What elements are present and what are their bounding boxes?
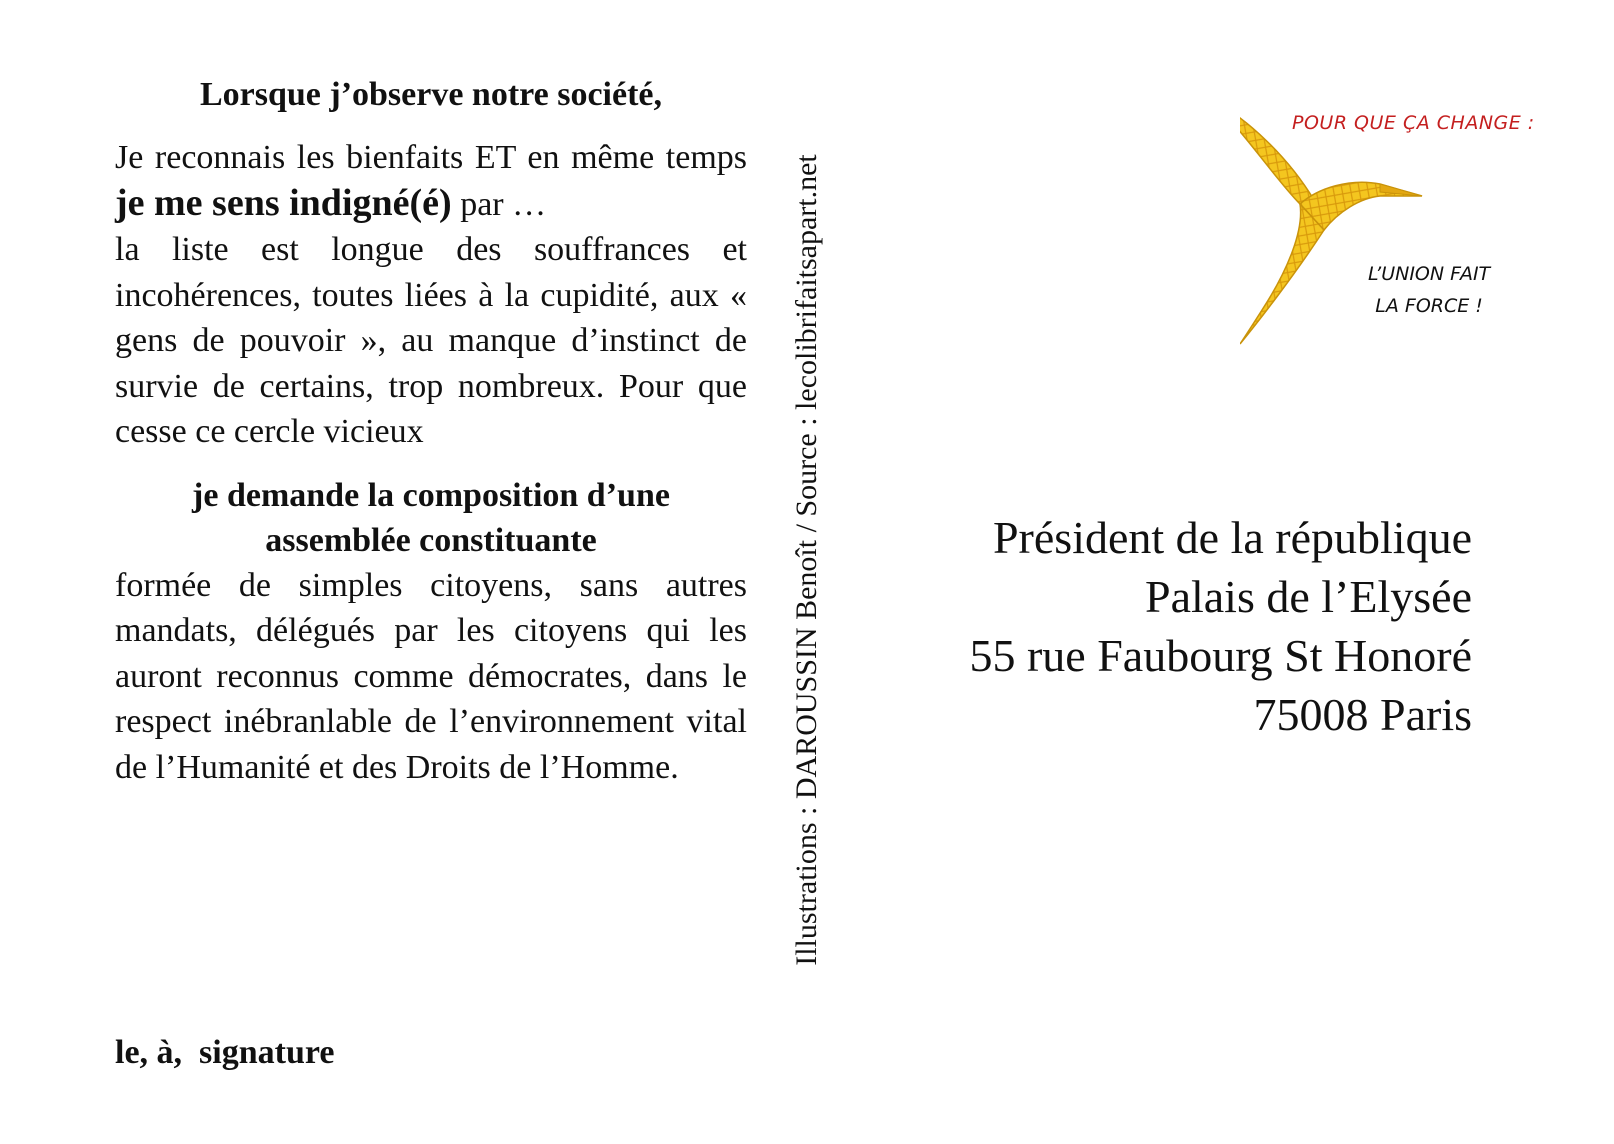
body-paragraph: formée de simples citoyens, sans autres mandats, délégués par les citoyens qui les auront reconnus comme démocrates, dans le respect inébranlable de l’environnement vital de l’Humanité et des Droits de l’Homme. xyxy=(115,566,747,786)
intro-emphasis: je me sens indigné(é) xyxy=(115,181,452,224)
credits-vertical-text: Illustrations : DAROUSSIN Benoît / Source : lecolibrifaitsapart.net xyxy=(790,154,823,966)
intro-rest-text: la liste est longue des souffrances et incohérences, toutes liées à la cupidité, aux « gens de pouvoir », au manque d’instinct de survie de certains, trop nombreux. Pour que cesse ce cercle vicieux xyxy=(115,231,747,450)
address-line-1: Président de la république xyxy=(992,512,1472,563)
logo-slogan-top: POUR QUE ÇA CHANGE : xyxy=(1292,112,1535,134)
signature-line: le, à, signature xyxy=(115,1034,335,1071)
letter-heading: Lorsque j’observe notre société, xyxy=(199,76,663,113)
intro-text-part2: par … xyxy=(451,185,547,223)
demand-heading xyxy=(115,473,747,563)
address-line-3: 55 rue Faubourg St Honoré xyxy=(969,630,1472,681)
logo-slogan-line-1: L’UNION FAIT xyxy=(1368,263,1491,285)
recipient-address xyxy=(969,508,1472,744)
address-line-2: Palais de l’Elysée xyxy=(1144,571,1472,622)
logo-slogan-line-2: LA FORCE ! xyxy=(1375,295,1483,317)
logo xyxy=(1240,100,1535,360)
logo-slogan-bottom xyxy=(1368,258,1490,322)
intro-text-part1: Je reconnais les bienfaits ET en même temps xyxy=(115,139,747,176)
intro-paragraph xyxy=(115,135,747,455)
address-line-4: 75008 Paris xyxy=(1253,689,1472,740)
demand-line-2: assemblée constituante xyxy=(265,521,597,559)
demand-line-1: je demande la composition d’une xyxy=(192,476,670,514)
letter-body xyxy=(115,72,747,790)
